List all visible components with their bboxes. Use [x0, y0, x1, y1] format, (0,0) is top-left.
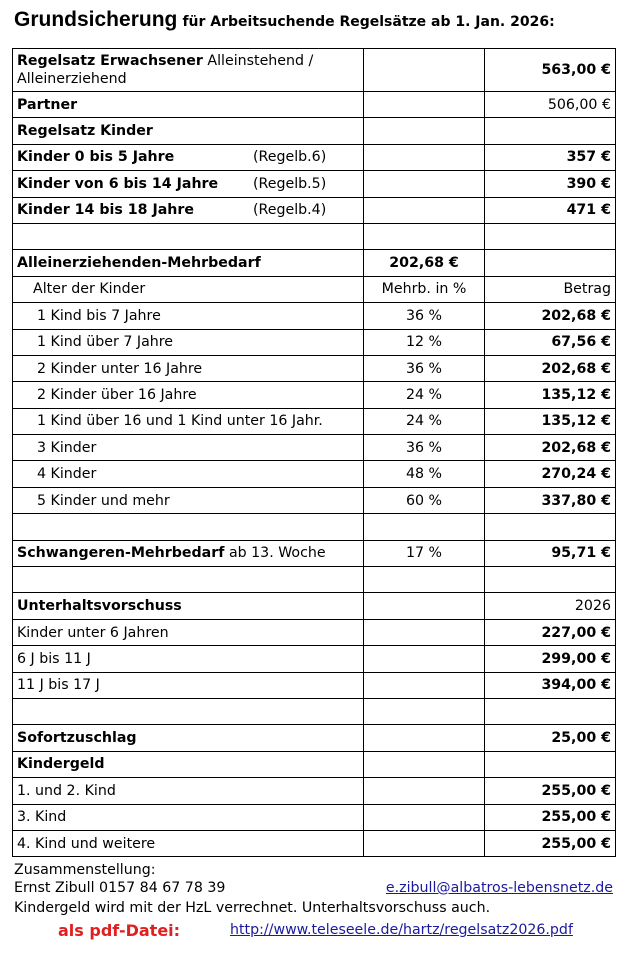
- page-title: [14, 8, 624, 32]
- row-label: Kinder 14 bis 18 Jahre (Regelb.4): [13, 197, 364, 223]
- table-row: [13, 751, 616, 777]
- row-label: Regelsatz Erwachsener Alleinstehend / Alleinerziehend: [13, 49, 364, 92]
- table-row: [13, 197, 616, 223]
- row-value: 506,00 €: [485, 92, 616, 118]
- row-label: Kinder von 6 bis 14 Jahre (Regelb.5): [13, 171, 364, 197]
- row-value: 390 €: [485, 171, 616, 197]
- section-heading: Unterhaltsvorschuss: [13, 593, 364, 619]
- row-value: 202,68 €: [485, 303, 616, 329]
- row-percent: 48 %: [364, 461, 485, 487]
- column-header: Betrag: [485, 276, 616, 302]
- table-row: [13, 778, 616, 804]
- table-row-empty: [13, 698, 616, 724]
- author-email-link[interactable]: e.zibull@albatros-lebensnetz.de: [385, 880, 613, 896]
- row-label: Partner: [13, 92, 364, 118]
- row-value: 471 €: [485, 197, 616, 223]
- footer-author-phone: Ernst Zibull 0157 84 67 78 39: [14, 880, 226, 896]
- table-row: [13, 408, 616, 434]
- table-row: [13, 250, 616, 276]
- table-row-empty: [13, 567, 616, 593]
- table-row: [13, 171, 616, 197]
- table-row: [13, 329, 616, 355]
- table-row: [13, 92, 616, 118]
- column-header: Alter der Kinder: [13, 276, 364, 302]
- row-label: 1. und 2. Kind: [13, 778, 364, 804]
- section-heading: Regelsatz Kinder: [13, 118, 364, 144]
- table-row: [13, 725, 616, 751]
- column-header: Mehrb. in %: [364, 276, 485, 302]
- row-value: 25,00 €: [485, 725, 616, 751]
- footer-note: Kindergeld wird mit der HzL verrechnet. Unterhaltsvorschuss auch.: [14, 900, 491, 916]
- title-main: Grundsicherung: [14, 8, 178, 31]
- row-label: 1 Kind bis 7 Jahre: [13, 303, 364, 329]
- row-label: Sofortzuschlag: [13, 725, 364, 751]
- row-percent: 36 %: [364, 435, 485, 461]
- row-label: 11 J bis 17 J: [13, 672, 364, 698]
- row-percent: 12 %: [364, 329, 485, 355]
- row-value: 337,80 €: [485, 487, 616, 513]
- row-label: 1 Kind über 7 Jahre: [13, 329, 364, 355]
- table-row: [13, 382, 616, 408]
- table-row: [13, 672, 616, 698]
- row-label: 4 Kinder: [13, 461, 364, 487]
- row-label: 3. Kind: [13, 804, 364, 830]
- row-label: 1 Kind über 16 und 1 Kind unter 16 Jahr.: [13, 408, 364, 434]
- row-value: 95,71 €: [485, 540, 616, 566]
- row-value: 394,00 €: [485, 672, 616, 698]
- section-heading: Alleinerziehenden-Mehrbedarf: [13, 250, 364, 276]
- row-label: Kinder unter 6 Jahren: [13, 619, 364, 645]
- table-row: [13, 461, 616, 487]
- row-percent: 24 %: [364, 382, 485, 408]
- row-value: 202,68 €: [485, 355, 616, 381]
- table-row: [13, 540, 616, 566]
- row-value: 255,00 €: [485, 830, 616, 856]
- row-value: 202,68 €: [485, 435, 616, 461]
- table-row-empty: [13, 514, 616, 540]
- row-value: 357 €: [485, 144, 616, 170]
- pdf-download-link[interactable]: http://www.teleseele.de/hartz/regelsatz2026.pdf: [230, 922, 573, 938]
- row-label: 2 Kinder über 16 Jahre: [13, 382, 364, 408]
- row-value: 227,00 €: [485, 619, 616, 645]
- regelsatz-table: [12, 48, 616, 857]
- row-year: 2026: [485, 593, 616, 619]
- row-label: 2 Kinder unter 16 Jahre: [13, 355, 364, 381]
- row-value: 202,68 €: [364, 250, 485, 276]
- row-value: 255,00 €: [485, 778, 616, 804]
- footer-compiled-by: Zusammenstellung:: [14, 862, 156, 878]
- row-percent: 60 %: [364, 487, 485, 513]
- row-value: 67,56 €: [485, 329, 616, 355]
- row-label: 6 J bis 11 J: [13, 646, 364, 672]
- table-row: [13, 355, 616, 381]
- row-label: 5 Kinder und mehr: [13, 487, 364, 513]
- table-row: [13, 830, 616, 856]
- row-value: 270,24 €: [485, 461, 616, 487]
- table-row: [13, 487, 616, 513]
- pdf-label: als pdf-Datei:: [58, 921, 181, 940]
- row-value: 299,00 €: [485, 646, 616, 672]
- table-row-empty: [13, 223, 616, 249]
- row-label: Schwangeren-Mehrbedarf ab 13. Woche: [13, 540, 364, 566]
- row-value: 135,12 €: [485, 382, 616, 408]
- table-row: [13, 646, 616, 672]
- row-percent: 36 %: [364, 355, 485, 381]
- table-row: [13, 593, 616, 619]
- row-label: 4. Kind und weitere: [13, 830, 364, 856]
- row-value: 135,12 €: [485, 408, 616, 434]
- row-label: Kinder 0 bis 5 Jahre (Regelb.6): [13, 144, 364, 170]
- row-value: 563,00 €: [485, 49, 616, 92]
- table-row: [13, 804, 616, 830]
- row-percent: 17 %: [364, 540, 485, 566]
- table-row: [13, 303, 616, 329]
- section-heading: Kindergeld: [13, 751, 364, 777]
- table-row: [13, 435, 616, 461]
- table-row: [13, 49, 616, 92]
- row-value: 255,00 €: [485, 804, 616, 830]
- table-header-row: [13, 276, 616, 302]
- row-percent: 36 %: [364, 303, 485, 329]
- title-rest: für Arbeitsuchende Regelsätze ab 1. Jan. 2026:: [182, 14, 555, 30]
- row-label: 3 Kinder: [13, 435, 364, 461]
- table-row: [13, 619, 616, 645]
- table-row: [13, 144, 616, 170]
- row-percent: 24 %: [364, 408, 485, 434]
- table-row: [13, 118, 616, 144]
